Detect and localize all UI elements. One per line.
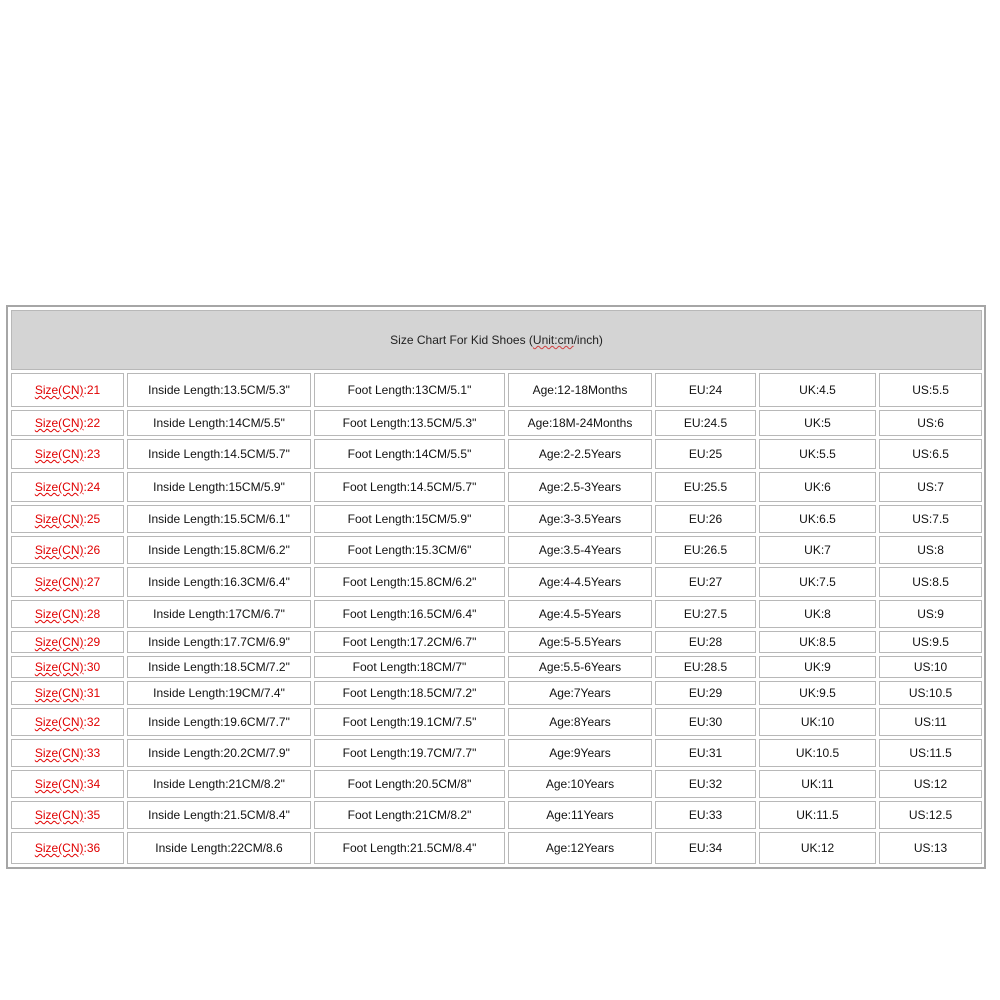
size-separator: : <box>83 416 87 430</box>
age-cell: Age:8Years <box>508 708 652 736</box>
size-value: 33 <box>86 746 101 760</box>
eu-cell: EU:33 <box>655 801 756 829</box>
foot-cell: Foot Length:20.5CM/8" <box>314 770 505 798</box>
eu-cell: EU:24 <box>655 373 756 407</box>
size-label: Size(CN) <box>34 575 84 589</box>
inside-cell: Inside Length:17.7CM/6.9" <box>127 631 311 653</box>
inside-cell: Inside Length:18.5CM/7.2" <box>127 656 311 678</box>
uk-cell: UK:5 <box>759 410 876 436</box>
size-value: 22 <box>86 416 101 430</box>
us-cell: US:13 <box>879 832 982 864</box>
size-cn-cell <box>11 770 124 798</box>
size-cn-cell <box>11 739 124 767</box>
us-cell: US:8 <box>879 536 982 564</box>
size-cn-cell <box>11 708 124 736</box>
size-cn-cell <box>11 567 124 597</box>
age-cell: Age:5.5-6Years <box>508 656 652 678</box>
uk-cell: UK:4.5 <box>759 373 876 407</box>
us-cell: US:7.5 <box>879 505 982 533</box>
table-row <box>11 410 982 436</box>
size-value: 31 <box>86 686 101 700</box>
us-cell: US:9.5 <box>879 631 982 653</box>
uk-cell: UK:6 <box>759 472 876 502</box>
age-cell: Age:3-3.5Years <box>508 505 652 533</box>
inside-cell: Inside Length:15CM/5.9" <box>127 472 311 502</box>
size-value: 32 <box>86 715 101 729</box>
size-value: 25 <box>86 512 101 526</box>
table-row <box>11 567 982 597</box>
size-label: Size(CN) <box>34 746 84 760</box>
age-cell: Age:4.5-5Years <box>508 600 652 628</box>
age-cell: Age:12-18Months <box>508 373 652 407</box>
size-label: Size(CN) <box>34 841 84 855</box>
size-separator: : <box>83 635 87 649</box>
size-label: Size(CN) <box>34 543 84 557</box>
size-value: 34 <box>86 777 101 791</box>
size-cn-cell <box>11 439 124 469</box>
size-separator: : <box>83 575 87 589</box>
age-cell: Age:5-5.5Years <box>508 631 652 653</box>
table-row <box>11 739 982 767</box>
inside-cell: Inside Length:15.8CM/6.2" <box>127 536 311 564</box>
us-cell: US:9 <box>879 600 982 628</box>
size-label: Size(CN) <box>34 512 84 526</box>
uk-cell: UK:11 <box>759 770 876 798</box>
size-label: Size(CN) <box>34 447 84 461</box>
age-cell: Age:7Years <box>508 681 652 705</box>
size-separator: : <box>83 660 87 674</box>
size-value: 21 <box>86 383 101 397</box>
foot-cell: Foot Length:21.5CM/8.4" <box>314 832 505 864</box>
table-row <box>11 770 982 798</box>
size-separator: : <box>83 777 87 791</box>
age-cell: Age:11Years <box>508 801 652 829</box>
foot-cell: Foot Length:21CM/8.2" <box>314 801 505 829</box>
size-cn-cell <box>11 373 124 407</box>
size-cn-cell <box>11 505 124 533</box>
uk-cell: UK:11.5 <box>759 801 876 829</box>
size-label: Size(CN) <box>34 660 84 674</box>
size-cn-cell <box>11 472 124 502</box>
size-label: Size(CN) <box>34 383 84 397</box>
size-separator: : <box>83 607 87 621</box>
size-label: Size(CN) <box>34 635 84 649</box>
foot-cell: Foot Length:18.5CM/7.2" <box>314 681 505 705</box>
size-value: 24 <box>86 480 101 494</box>
size-separator: : <box>83 447 87 461</box>
size-value: 29 <box>86 635 101 649</box>
uk-cell: UK:10.5 <box>759 739 876 767</box>
size-cn-cell <box>11 656 124 678</box>
table-row <box>11 472 982 502</box>
us-cell: US:8.5 <box>879 567 982 597</box>
size-separator: : <box>83 543 87 557</box>
size-separator: : <box>83 808 87 822</box>
us-cell: US:7 <box>879 472 982 502</box>
size-cn-cell <box>11 832 124 864</box>
foot-cell: Foot Length:15CM/5.9" <box>314 505 505 533</box>
us-cell: US:11.5 <box>879 739 982 767</box>
inside-cell: Inside Length:16.3CM/6.4" <box>127 567 311 597</box>
eu-cell: EU:34 <box>655 832 756 864</box>
eu-cell: EU:27 <box>655 567 756 597</box>
foot-cell: Foot Length:13CM/5.1" <box>314 373 505 407</box>
chart-title-suffix: /inch) <box>573 333 603 347</box>
size-label: Size(CN) <box>34 686 84 700</box>
inside-cell: Inside Length:15.5CM/6.1" <box>127 505 311 533</box>
uk-cell: UK:7.5 <box>759 567 876 597</box>
eu-cell: EU:31 <box>655 739 756 767</box>
uk-cell: UK:8.5 <box>759 631 876 653</box>
us-cell: US:5.5 <box>879 373 982 407</box>
inside-cell: Inside Length:19CM/7.4" <box>127 681 311 705</box>
eu-cell: EU:26 <box>655 505 756 533</box>
age-cell: Age:9Years <box>508 739 652 767</box>
us-cell: US:10 <box>879 656 982 678</box>
chart-title-prefix: Size Chart For Kid Shoes ( <box>390 333 533 347</box>
size-label: Size(CN) <box>34 480 84 494</box>
chart-title <box>11 310 982 370</box>
eu-cell: EU:26.5 <box>655 536 756 564</box>
size-chart-table <box>8 307 985 867</box>
table-row <box>11 600 982 628</box>
foot-cell: Foot Length:13.5CM/5.3" <box>314 410 505 436</box>
age-cell: Age:2-2.5Years <box>508 439 652 469</box>
uk-cell: UK:12 <box>759 832 876 864</box>
size-separator: : <box>83 512 87 526</box>
inside-cell: Inside Length:22CM/8.6 <box>127 832 311 864</box>
age-cell: Age:12Years <box>508 832 652 864</box>
foot-cell: Foot Length:19.1CM/7.5" <box>314 708 505 736</box>
us-cell: US:12 <box>879 770 982 798</box>
inside-cell: Inside Length:17CM/6.7" <box>127 600 311 628</box>
foot-cell: Foot Length:15.3CM/6" <box>314 536 505 564</box>
eu-cell: EU:28 <box>655 631 756 653</box>
uk-cell: UK:5.5 <box>759 439 876 469</box>
size-separator: : <box>83 383 87 397</box>
size-separator: : <box>83 841 87 855</box>
size-value: 23 <box>86 447 101 461</box>
inside-cell: Inside Length:20.2CM/7.9" <box>127 739 311 767</box>
inside-cell: Inside Length:21CM/8.2" <box>127 770 311 798</box>
age-cell: Age:18M-24Months <box>508 410 652 436</box>
size-cn-cell <box>11 681 124 705</box>
inside-cell: Inside Length:14CM/5.5" <box>127 410 311 436</box>
foot-cell: Foot Length:16.5CM/6.4" <box>314 600 505 628</box>
eu-cell: EU:28.5 <box>655 656 756 678</box>
foot-cell: Foot Length:14.5CM/5.7" <box>314 472 505 502</box>
eu-cell: EU:27.5 <box>655 600 756 628</box>
us-cell: US:6 <box>879 410 982 436</box>
inside-cell: Inside Length:19.6CM/7.7" <box>127 708 311 736</box>
us-cell: US:6.5 <box>879 439 982 469</box>
size-label: Size(CN) <box>34 607 84 621</box>
age-cell: Age:2.5-3Years <box>508 472 652 502</box>
table-row <box>11 536 982 564</box>
size-value: 36 <box>86 841 101 855</box>
age-cell: Age:4-4.5Years <box>508 567 652 597</box>
size-value: 35 <box>86 808 101 822</box>
uk-cell: UK:9.5 <box>759 681 876 705</box>
table-row <box>11 439 982 469</box>
size-value: 26 <box>86 543 101 557</box>
eu-cell: EU:25 <box>655 439 756 469</box>
foot-cell: Foot Length:19.7CM/7.7" <box>314 739 505 767</box>
size-separator: : <box>83 480 87 494</box>
size-value: 30 <box>86 660 101 674</box>
size-separator: : <box>83 686 87 700</box>
eu-cell: EU:30 <box>655 708 756 736</box>
foot-cell: Foot Length:18CM/7" <box>314 656 505 678</box>
size-cn-cell <box>11 600 124 628</box>
size-chart <box>6 305 986 869</box>
size-label: Size(CN) <box>34 808 84 822</box>
inside-cell: Inside Length:13.5CM/5.3" <box>127 373 311 407</box>
uk-cell: UK:7 <box>759 536 876 564</box>
uk-cell: UK:10 <box>759 708 876 736</box>
size-label: Size(CN) <box>34 715 84 729</box>
table-row <box>11 505 982 533</box>
uk-cell: UK:9 <box>759 656 876 678</box>
size-cn-cell <box>11 410 124 436</box>
eu-cell: EU:24.5 <box>655 410 756 436</box>
size-value: 27 <box>86 575 101 589</box>
foot-cell: Foot Length:17.2CM/6.7" <box>314 631 505 653</box>
us-cell: US:11 <box>879 708 982 736</box>
uk-cell: UK:6.5 <box>759 505 876 533</box>
table-row <box>11 681 982 705</box>
foot-cell: Foot Length:15.8CM/6.2" <box>314 567 505 597</box>
eu-cell: EU:32 <box>655 770 756 798</box>
us-cell: US:12.5 <box>879 801 982 829</box>
size-label: Size(CN) <box>34 416 84 430</box>
size-separator: : <box>83 715 87 729</box>
inside-cell: Inside Length:14.5CM/5.7" <box>127 439 311 469</box>
table-row <box>11 656 982 678</box>
chart-title-unit: Unit:cm <box>532 333 574 347</box>
title-row <box>11 310 982 370</box>
us-cell: US:10.5 <box>879 681 982 705</box>
size-label: Size(CN) <box>34 777 84 791</box>
size-cn-cell <box>11 801 124 829</box>
eu-cell: EU:25.5 <box>655 472 756 502</box>
inside-cell: Inside Length:21.5CM/8.4" <box>127 801 311 829</box>
size-cn-cell <box>11 536 124 564</box>
size-value: 28 <box>86 607 101 621</box>
size-cn-cell <box>11 631 124 653</box>
table-row <box>11 373 982 407</box>
table-row <box>11 708 982 736</box>
uk-cell: UK:8 <box>759 600 876 628</box>
age-cell: Age:3.5-4Years <box>508 536 652 564</box>
table-row <box>11 631 982 653</box>
table-row <box>11 832 982 864</box>
size-separator: : <box>83 746 87 760</box>
age-cell: Age:10Years <box>508 770 652 798</box>
table-row <box>11 801 982 829</box>
foot-cell: Foot Length:14CM/5.5" <box>314 439 505 469</box>
eu-cell: EU:29 <box>655 681 756 705</box>
